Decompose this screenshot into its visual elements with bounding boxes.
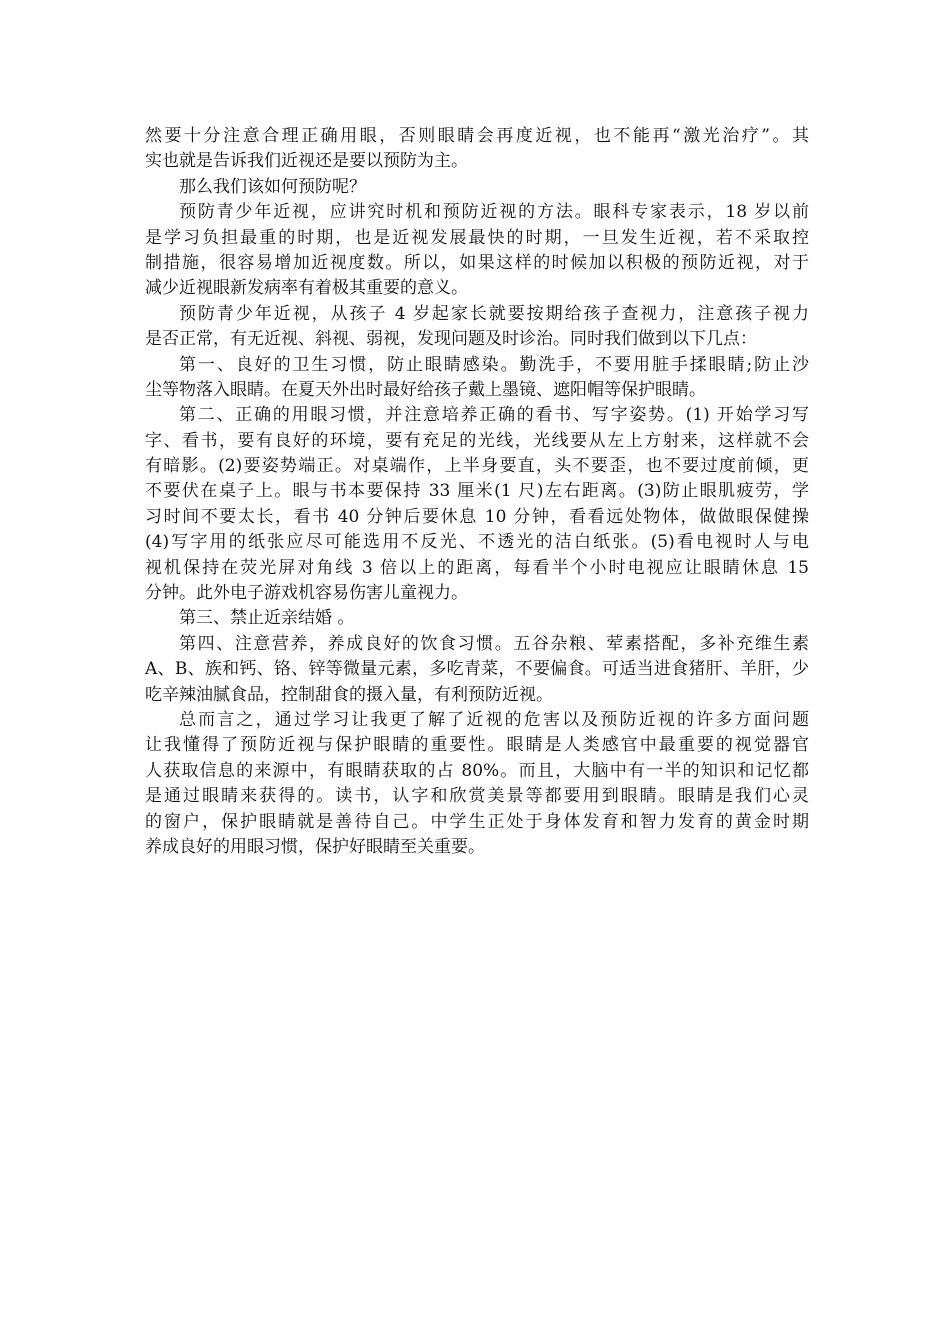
text-line: 字、看书，要有良好的环境，要有充足的光线，光线要从左上方射来，这样就不会 — [145, 430, 809, 451]
text-line: 习时间不要太长，看书 40 分钟后要休息 10 分钟，看看远处物体，做做眼保健操 — [145, 506, 809, 527]
text-line: (4)写字用的纸张应尽可能选用不反光、不透光的洁白纸张。(5)看电视时人与电 — [145, 532, 809, 553]
text-line: 预防青少年近视，从孩子 4 岁起家长就要按期给孩子查视力，注意孩子视力 — [179, 303, 809, 324]
text-line: 预防青少年近视，应讲究时机和预防近视的方法。眼科专家表示，18 岁以前 — [179, 202, 809, 223]
text-line: 然要十分注意合理正确用眼，否则眼睛会再度近视，也不能再“激光治疗”。其 — [145, 126, 809, 146]
text-line: 是通过眼睛来获得的。读书，认字和欣赏美景等都要用到眼睛。眼睛是我们心灵 — [145, 786, 809, 807]
text-line: 有暗影。(2)要姿势端正。对桌端作，上半身要直，头不要歪，也不要过度前倾，更 — [145, 456, 809, 477]
text-line: A、B、族和钙、铬、锌等微量元素，多吃青菜，不要偏食。可适当进食猪肝、羊肝，少 — [145, 659, 809, 680]
text-line: 不要伏在桌子上。眼与书本要保持 33 厘米(1 尺)左右距离。(3)防止眼肌疲劳，学 — [145, 481, 809, 502]
text-line: 第二、正确的用眼习惯，并注意培养正确的看书、写字姿势。(1) 开始学习写 — [179, 405, 809, 426]
text-line: 制措施，很容易增加近视度数。所以，如果这样的时候加以积极的预防近视，对于 — [145, 252, 809, 273]
text-line: 是否正常，有无近视、斜视、弱视，发现问题及时诊治。同时我们做到以下几点： — [145, 329, 757, 350]
text-line: 分钟。此外电子游戏机容易伤害儿童视力。 — [145, 583, 468, 604]
text-line: 第四、注意营养，养成良好的饮食习惯。五谷杂粮、荤素搭配，多补充维生素 — [179, 633, 809, 654]
text-line: 尘等物落入眼睛。在夏天外出时最好给孩子戴上墨镜、遮阳帽等保护眼睛。 — [145, 379, 706, 400]
text-line: 总而言之，通过学习让我更了解了近视的危害以及预防近视的许多方面问题 — [179, 709, 809, 730]
text-line: 吃辛辣油腻食品，控制甜食的摄入量，有利预防近视。 — [145, 684, 553, 705]
text-line: 养成良好的用眼习惯，保护好眼睛至关重要。 — [145, 836, 485, 857]
text-line: 人获取信息的来源中，有眼睛获取的占 80%。而且，大脑中有一半的知识和记忆都 — [145, 760, 809, 781]
text-line: 是学习负担最重的时期，也是近视发展最快的时期，一旦发生近视，若不采取控 — [145, 227, 809, 248]
text-line: 视机保持在荧光屏对角线 3 倍以上的距离，每看半个小时电视应让眼睛休息 15 — [145, 557, 809, 578]
text-line: 让我懂得了预防近视与保护眼睛的重要性。眼睛是人类感官中最重要的视觉器官 — [145, 735, 809, 756]
text-line: 第一、良好的卫生习惯，防止眼睛感染。勤洗手，不要用脏手揉眼睛;防止沙 — [179, 354, 809, 375]
text-line: 减少近视眼新发病率有着极其重要的意义。 — [145, 278, 468, 299]
article-body — [145, 124, 809, 860]
text-line: 实也就是告诉我们近视还是要以预防为主。 — [145, 151, 468, 172]
text-line: 的窗户，保护眼睛就是善待自己。中学生正处于身体发育和智力发育的黄金时期 — [145, 811, 809, 832]
text-line: 那么我们该如何预防呢？ — [179, 176, 366, 197]
text-line: 第三、禁止近亲结婚 。 — [179, 608, 355, 629]
